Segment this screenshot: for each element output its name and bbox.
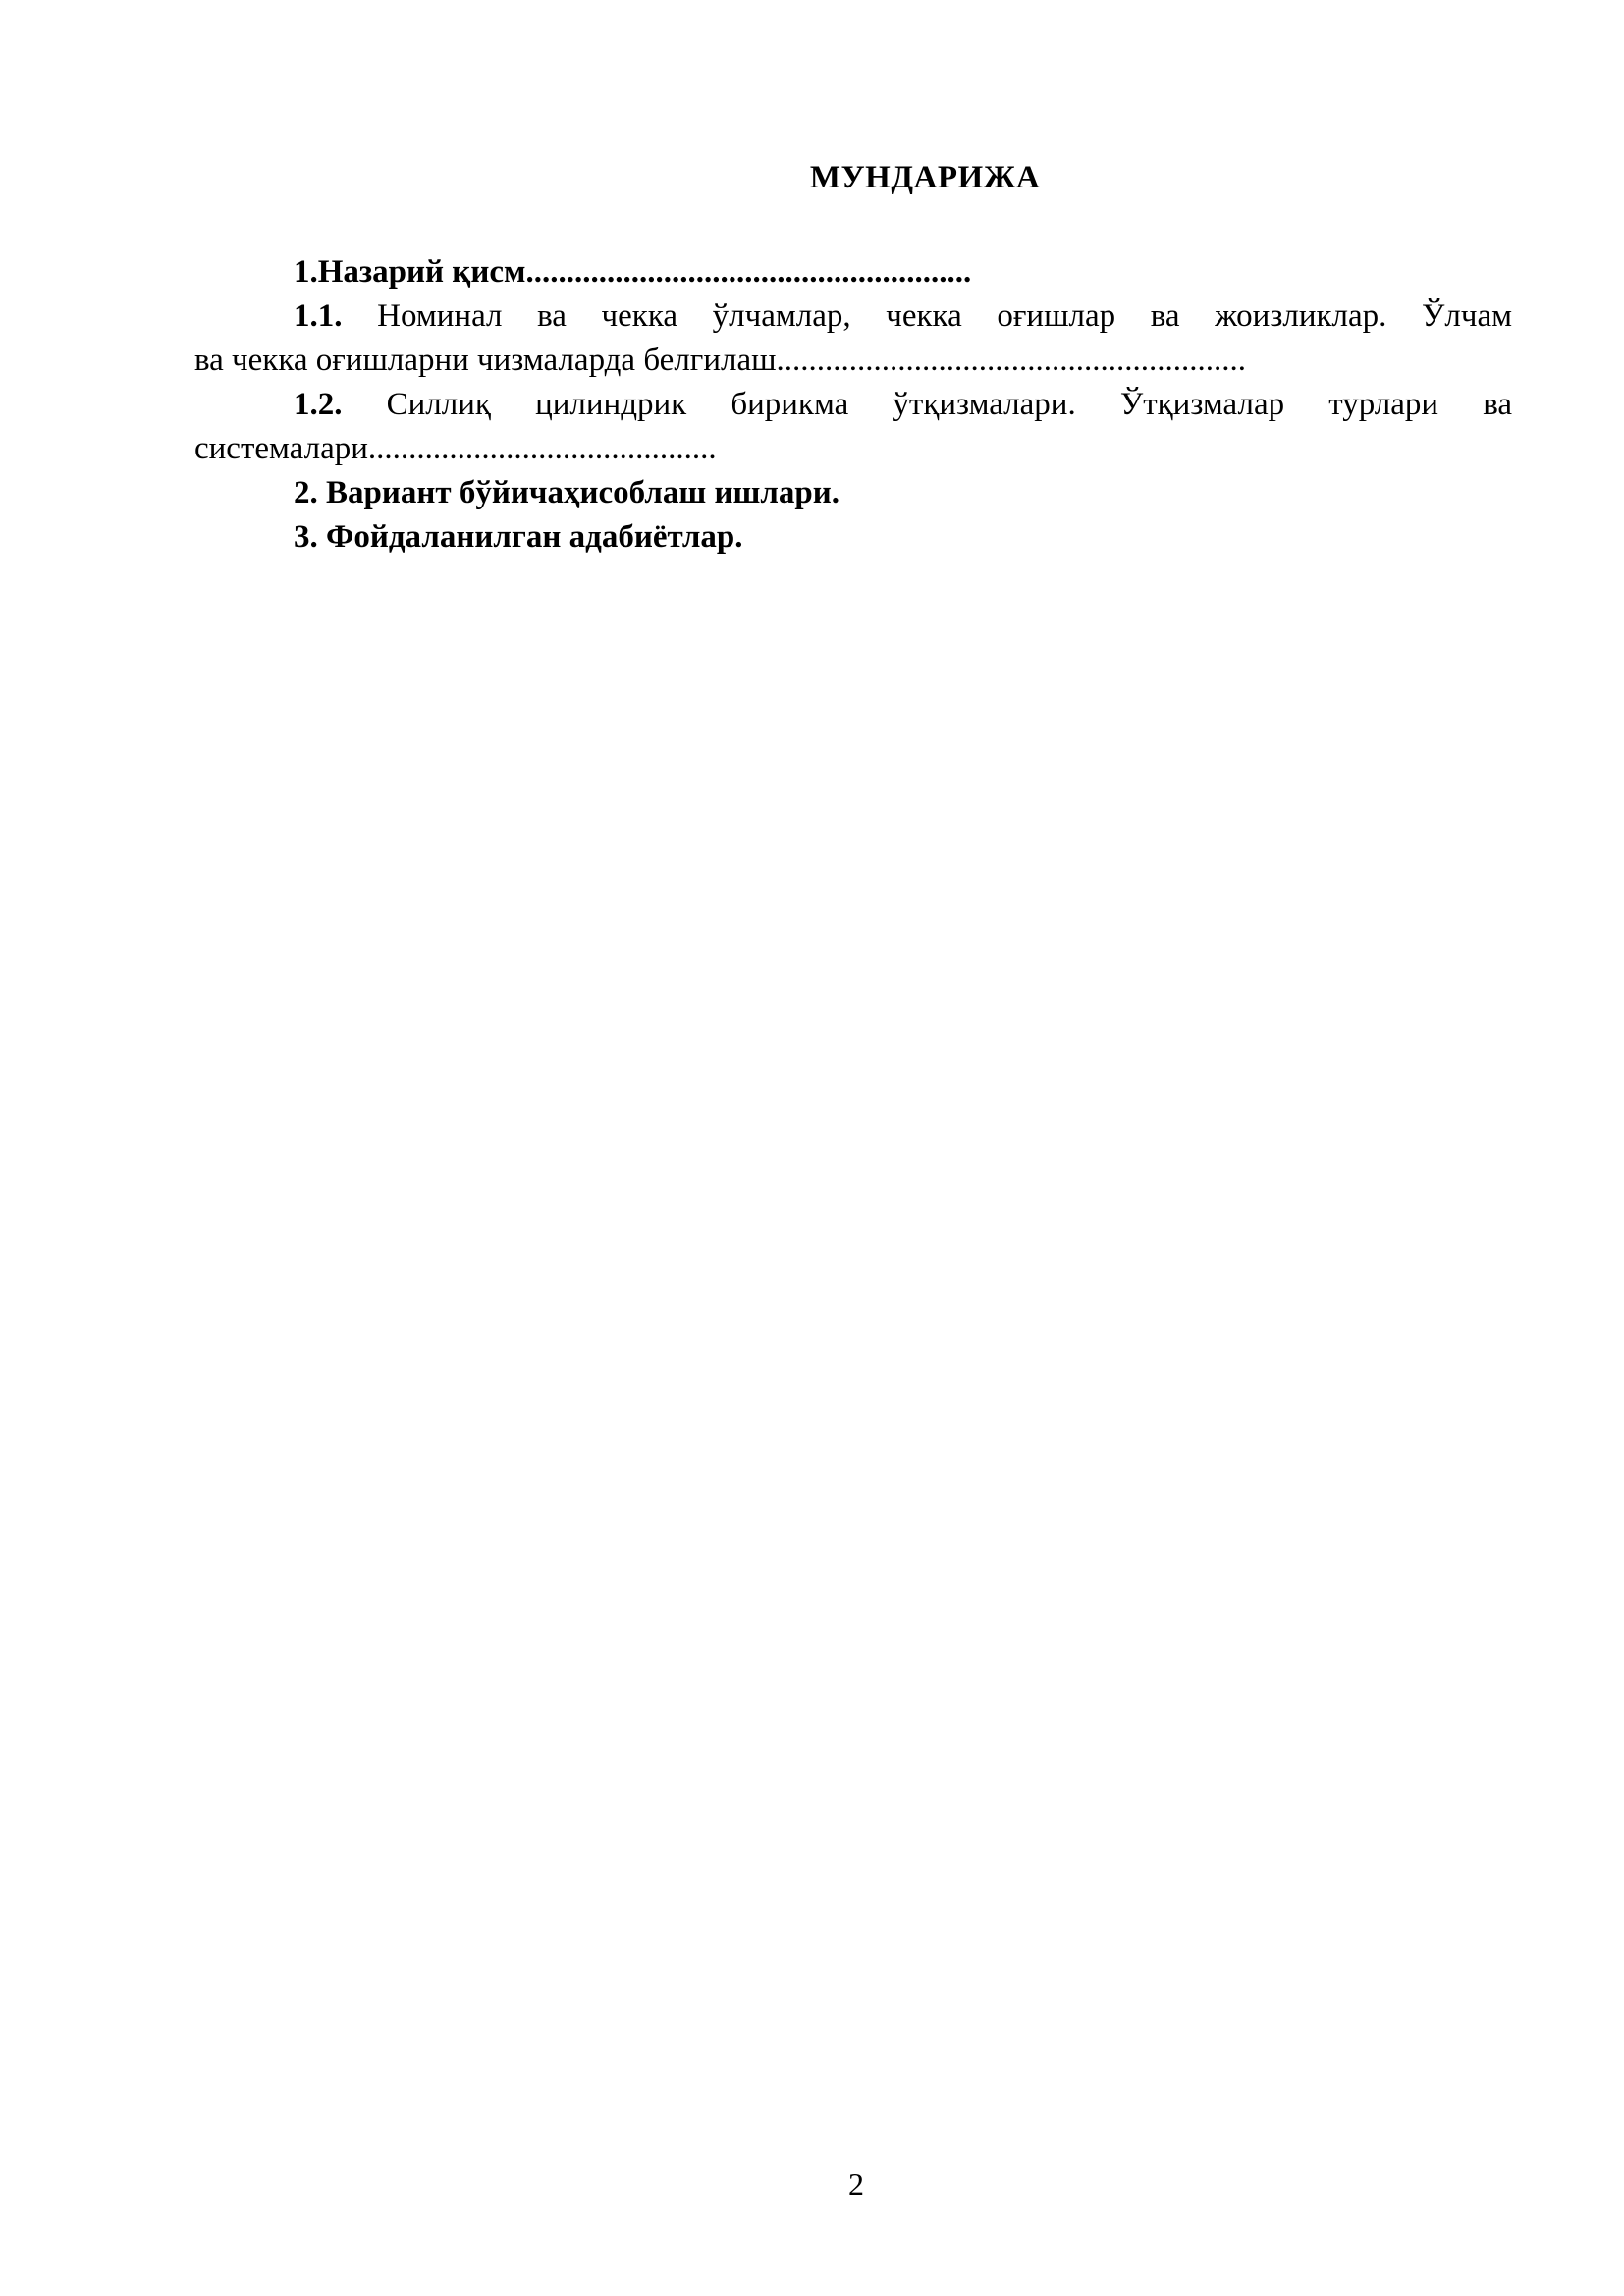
table-of-contents (194, 250, 1512, 560)
toc-item-1-2-line1: Силлиқ цилиндрик бирикма ўтқизмалари. Ўтқизмалар турлари ва (386, 387, 1512, 422)
toc-item-1-1-line1: Номинал ва чекка ўлчамлар, чекка оғишлар ва жоизликлар. Ўлчам (377, 298, 1512, 334)
toc-item-3: 3. Фойдаланилган адабиётлар. (294, 519, 743, 555)
toc-item-1-2-number: 1.2. (294, 387, 343, 422)
page-number: 2 (848, 2166, 864, 2202)
toc-item-1-2-continuation: системалари........................................... (194, 431, 717, 466)
toc-item-1: 1.Назарий қисм....................................................... (294, 254, 972, 290)
page-title: МУНДАРИЖА (809, 160, 1041, 195)
toc-item-2: 2. Вариант бўйичаҳисоблаш ишлари. (294, 475, 839, 510)
toc-item-1-1 (194, 294, 1512, 339)
toc-item-1-2 (194, 383, 1512, 427)
toc-item-1-1-continuation: ва чекка оғишларни чизмаларда белгилаш.......................................................... (194, 343, 1247, 378)
toc-item-1-1-number: 1.1. (294, 298, 343, 334)
